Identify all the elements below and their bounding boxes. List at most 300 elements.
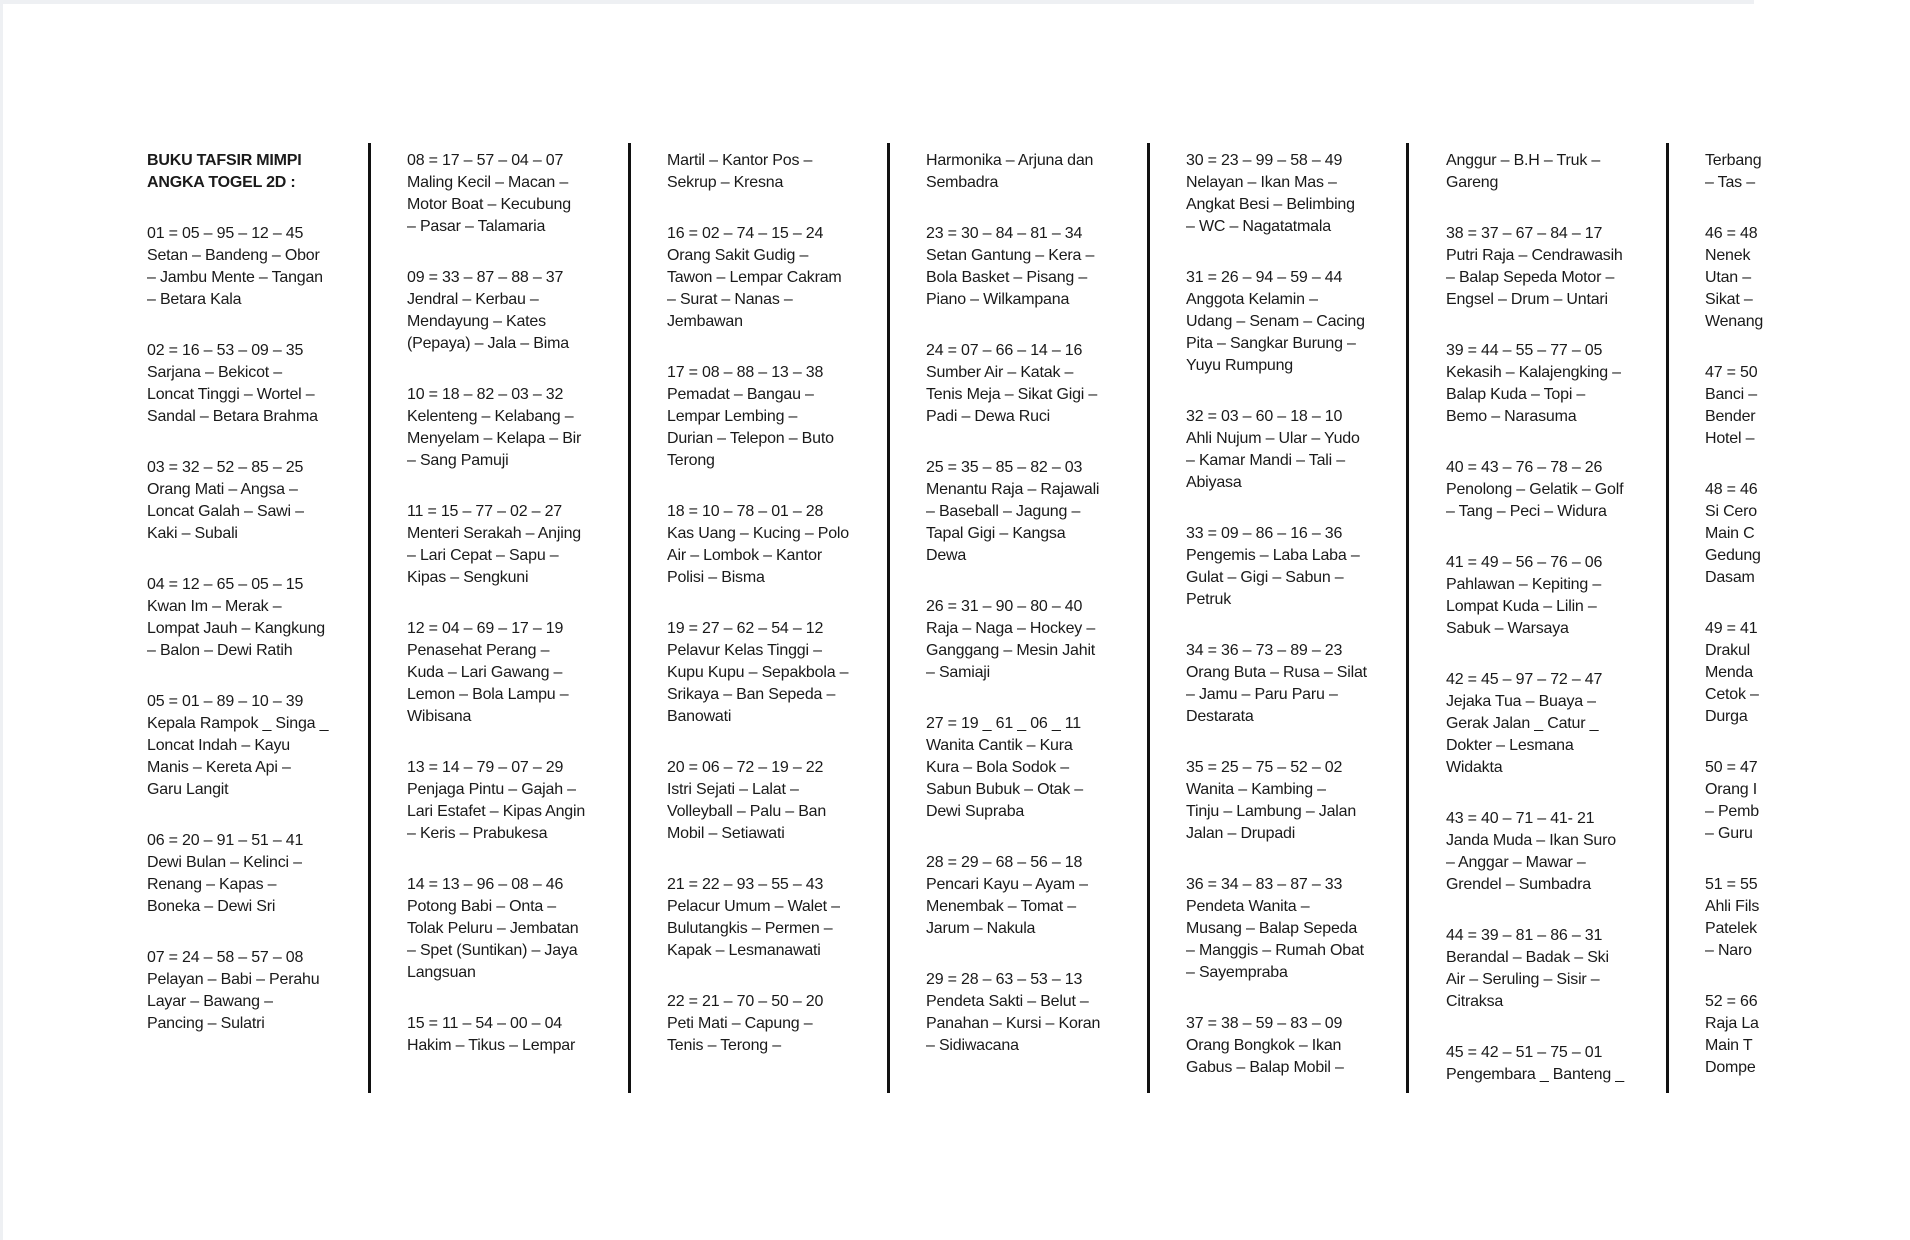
entry-text-line: Srikaya – Ban Sepeda – bbox=[667, 686, 836, 703]
entry-text-line: Bender bbox=[1705, 408, 1756, 425]
dream-entry bbox=[407, 501, 612, 589]
entry-text-line: Pelavur Kelas Tinggi – bbox=[667, 642, 822, 659]
entry-number-line: 35 = 25 – 75 – 52 – 02 bbox=[1186, 759, 1343, 776]
dream-entry bbox=[667, 362, 872, 472]
entry-spacer bbox=[926, 684, 1131, 713]
entry-number-line: 19 = 27 – 62 – 54 – 12 bbox=[667, 620, 824, 637]
entry-text-line: Piano – Wilkampana bbox=[926, 291, 1070, 308]
entry-text-line: – Surat – Nanas – bbox=[667, 291, 793, 308]
entry-spacer bbox=[1705, 194, 1910, 223]
dream-entry bbox=[1446, 808, 1651, 896]
entry-text-line: – Guru bbox=[1705, 825, 1753, 842]
entry-spacer bbox=[1446, 428, 1651, 457]
dream-entry bbox=[1186, 874, 1391, 984]
entry-text-line: Penolong – Gelatik – Golf bbox=[1446, 481, 1624, 498]
entry-text-line: Gulat – Gigi – Sabun – bbox=[1186, 569, 1344, 586]
entry-text-line: Hakim – Tikus – Lempar bbox=[407, 1037, 576, 1054]
entry-text-line: – Baseball – Jagung – bbox=[926, 503, 1081, 520]
entry-number-line: 24 = 07 – 66 – 14 – 16 bbox=[926, 342, 1083, 359]
dream-entry bbox=[1705, 991, 1910, 1079]
entry-text-line: Tenis – Terong – bbox=[667, 1037, 781, 1054]
dream-entry bbox=[407, 757, 612, 845]
entry-text-line: Gareng bbox=[1446, 174, 1499, 191]
entry-text-line: Jarum – Nakula bbox=[926, 920, 1036, 937]
entry-text-line: Drakul bbox=[1705, 642, 1751, 659]
entry-text-line: Orang Sakit Gudig – bbox=[667, 247, 809, 264]
entry-text-line: – Kamar Mandi – Tali – bbox=[1186, 452, 1345, 469]
text-column-3 bbox=[667, 150, 872, 1057]
entry-text-line: Potong Babi – Onta – bbox=[407, 898, 557, 915]
entry-text-line: Main C bbox=[1705, 525, 1755, 542]
entry-text-line: Cetok – bbox=[1705, 686, 1759, 703]
entry-text-line: Sabun Bubuk – Otak – bbox=[926, 781, 1084, 798]
entry-text-line: Kipas – Sengkuni bbox=[407, 569, 529, 586]
entry-text-line: Putri Raja – Cendrawasih bbox=[1446, 247, 1623, 264]
dream-entry bbox=[147, 830, 352, 918]
entry-spacer bbox=[1186, 494, 1391, 523]
entry-number-line: 22 = 21 – 70 – 50 – 20 bbox=[667, 993, 824, 1010]
entry-number-line: 02 = 16 – 53 – 09 – 35 bbox=[147, 342, 304, 359]
entry-text-line: Janda Muda – Ikan Suro bbox=[1446, 832, 1616, 849]
entry-text-line: Main T bbox=[1705, 1037, 1753, 1054]
dream-entry bbox=[1186, 267, 1391, 377]
entry-spacer bbox=[1446, 779, 1651, 808]
entry-text-line: – Sayempraba bbox=[1186, 964, 1288, 981]
entry-number-line: 18 = 10 – 78 – 01 – 28 bbox=[667, 503, 824, 520]
entry-text-line: Kupu Kupu – Sepakbola – bbox=[667, 664, 849, 681]
dream-entry bbox=[1186, 406, 1391, 494]
entry-text-line: – Jambu Mente – Tangan bbox=[147, 269, 323, 286]
entry-text-line: – Jamu – Paru Paru – bbox=[1186, 686, 1338, 703]
entry-text-line: Air – Seruling – Sisir – bbox=[1446, 971, 1600, 988]
entry-text-line: Menembak – Tomat – bbox=[926, 898, 1076, 915]
entry-number-line: 51 = 55 bbox=[1705, 876, 1758, 893]
entry-text-line: Musang – Balap Sepeda bbox=[1186, 920, 1358, 937]
entry-spacer bbox=[147, 428, 352, 457]
entry-text-line: Dasam bbox=[1705, 569, 1755, 586]
entry-text-line: Raja – Naga – Hockey – bbox=[926, 620, 1096, 637]
entry-number-line: 30 = 23 – 99 – 58 – 49 bbox=[1186, 152, 1343, 169]
entry-text-line: Kas Uang – Kucing – Polo bbox=[667, 525, 849, 542]
entry-text-line: Pendeta Wanita – bbox=[1186, 898, 1310, 915]
entry-text-line: Setan – Bandeng – Obor bbox=[147, 247, 320, 264]
entry-text-line: Grendel – Sumbadra bbox=[1446, 876, 1591, 893]
dream-entry bbox=[667, 991, 872, 1057]
entry-text-line: Dewi Supraba bbox=[926, 803, 1025, 820]
entry-number-line: 49 = 41 bbox=[1705, 620, 1758, 637]
entry-number-line: 32 = 03 – 60 – 18 – 10 bbox=[1186, 408, 1343, 425]
dream-entry bbox=[926, 223, 1131, 311]
entry-text-line: Abiyasa bbox=[1186, 474, 1242, 491]
entry-text-line: – Sidiwacana bbox=[926, 1037, 1019, 1054]
dream-entry bbox=[407, 1013, 612, 1057]
entry-spacer bbox=[926, 823, 1131, 852]
entry-text-line: – Naro bbox=[1705, 942, 1752, 959]
entry-text-line: Tolak Peluru – Jembatan bbox=[407, 920, 579, 937]
entry-number-line: 04 = 12 – 65 – 05 – 15 bbox=[147, 576, 304, 593]
dream-entry bbox=[147, 223, 352, 311]
entry-text-line: Balap Kuda – Topi – bbox=[1446, 386, 1586, 403]
dream-entry bbox=[147, 574, 352, 662]
entry-spacer bbox=[407, 728, 612, 757]
dream-entry bbox=[1705, 874, 1910, 962]
entry-spacer bbox=[667, 962, 872, 991]
entry-text-line: Kelenteng – Kelabang – bbox=[407, 408, 574, 425]
entry-text-line: Terong bbox=[667, 452, 715, 469]
dream-entry bbox=[667, 874, 872, 962]
entry-spacer bbox=[147, 311, 352, 340]
entry-text-line: Loncat Galah – Sawi – bbox=[147, 503, 304, 520]
entry-number-line: 48 = 46 bbox=[1705, 481, 1758, 498]
entry-spacer bbox=[926, 567, 1131, 596]
dream-entry bbox=[1705, 479, 1910, 589]
entry-number-line: 45 = 42 – 51 – 75 – 01 bbox=[1446, 1044, 1603, 1061]
entry-text-line: Pelayan – Babi – Perahu bbox=[147, 971, 320, 988]
entry-text-line: Peti Mati – Capung – bbox=[667, 1015, 813, 1032]
entry-number-line: 33 = 09 – 86 – 16 – 36 bbox=[1186, 525, 1343, 542]
entry-text-line: – Pemb bbox=[1705, 803, 1759, 820]
column-divider-3 bbox=[887, 143, 890, 1093]
entry-text-line: Utan – bbox=[1705, 269, 1751, 286]
entry-text-line: Air – Lombok – Kantor bbox=[667, 547, 822, 564]
entry-spacer bbox=[926, 428, 1131, 457]
dream-entry bbox=[667, 223, 872, 333]
entry-spacer bbox=[407, 845, 612, 874]
entry-spacer bbox=[667, 472, 872, 501]
dream-entry bbox=[1446, 457, 1651, 523]
entry-number-line: 42 = 45 – 97 – 72 – 47 bbox=[1446, 671, 1603, 688]
entry-text-line: – Samiaji bbox=[926, 664, 991, 681]
entry-text-line: Anggota Kelamin – bbox=[1186, 291, 1318, 308]
entry-number-line: 09 = 33 – 87 – 88 – 37 bbox=[407, 269, 564, 286]
entry-text-line: Gabus – Balap Mobil – bbox=[1186, 1059, 1344, 1076]
entry-number-line: 15 = 11 – 54 – 00 – 04 bbox=[407, 1015, 562, 1032]
entry-spacer bbox=[667, 845, 872, 874]
entry-text-line: Polisi – Bisma bbox=[667, 569, 765, 586]
entry-number-line: 28 = 29 – 68 – 56 – 18 bbox=[926, 854, 1083, 871]
entry-text-line: Tapal Gigi – Kangsa bbox=[926, 525, 1066, 542]
entry-text-line: Si Cero bbox=[1705, 503, 1757, 520]
entry-text-line: – Anggar – Mawar – bbox=[1446, 854, 1586, 871]
page-left-edge bbox=[0, 0, 3, 1240]
entry-text-line: Kwan Im – Merak – bbox=[147, 598, 282, 615]
dream-entry bbox=[926, 713, 1131, 823]
entry-text-line: Destarata bbox=[1186, 708, 1254, 725]
entry-number-line: 46 = 48 bbox=[1705, 225, 1758, 242]
entry-spacer bbox=[667, 194, 872, 223]
entry-number-line: 23 = 30 – 84 – 81 – 34 bbox=[926, 225, 1083, 242]
dream-entry bbox=[147, 340, 352, 428]
entry-text-line: Penasehat Perang – bbox=[407, 642, 550, 659]
entry-text-line: Kekasih – Kalajengking – bbox=[1446, 364, 1621, 381]
entry-text-line: Dewi Bulan – Kelinci – bbox=[147, 854, 302, 871]
entry-text-line: Widakta bbox=[1446, 759, 1503, 776]
dream-entry bbox=[1186, 150, 1391, 238]
entry-text-line: – Betara Kala bbox=[147, 291, 242, 308]
entry-number-line: 07 = 24 – 58 – 57 – 08 bbox=[147, 949, 304, 966]
dream-entry bbox=[926, 852, 1131, 940]
entry-spacer bbox=[147, 545, 352, 574]
entry-text-line: – Keris – Prabukesa bbox=[407, 825, 548, 842]
entry-spacer bbox=[667, 589, 872, 618]
entry-number-line: 06 = 20 – 91 – 51 – 41 bbox=[147, 832, 304, 849]
entry-text-line: Lompat Jauh – Kangkung bbox=[147, 620, 325, 637]
entry-spacer bbox=[1446, 311, 1651, 340]
dream-entry bbox=[1705, 362, 1910, 450]
entry-text-line: Pemadat – Bangau – bbox=[667, 386, 814, 403]
entry-number-line: 03 = 32 – 52 – 85 – 25 bbox=[147, 459, 304, 476]
dream-entry bbox=[147, 457, 352, 545]
dream-entry bbox=[1186, 757, 1391, 845]
entry-text-line: Maling Kecil – Macan – bbox=[407, 174, 569, 191]
entry-text-line: Menantu Raja – Rajawali bbox=[926, 481, 1100, 498]
column-divider-2 bbox=[628, 143, 631, 1093]
entry-number-line: 11 = 15 – 77 – 02 – 27 bbox=[407, 503, 562, 520]
entry-text-line: Lempar Lembing – bbox=[667, 408, 798, 425]
dream-entry bbox=[1186, 640, 1391, 728]
entry-text-line: Petruk bbox=[1186, 591, 1232, 608]
entry-text-line: Orang Bongkok – Ikan bbox=[1186, 1037, 1342, 1054]
entry-spacer bbox=[407, 238, 612, 267]
entry-text-line: Wenang bbox=[1705, 313, 1764, 330]
entry-text-line: Lari Estafet – Kipas Angin bbox=[407, 803, 586, 820]
entry-spacer bbox=[1705, 450, 1910, 479]
entry-text-line: Menteri Serakah – Anjing bbox=[407, 525, 581, 542]
entry-text-line: Citraksa bbox=[1446, 993, 1504, 1010]
entry-number-line: 17 = 08 – 88 – 13 – 38 bbox=[667, 364, 824, 381]
entry-spacer bbox=[1705, 845, 1910, 874]
entry-spacer bbox=[147, 662, 352, 691]
entry-text-line: Langsuan bbox=[407, 964, 476, 981]
entry-number-line: 38 = 37 – 67 – 84 – 17 bbox=[1446, 225, 1603, 242]
entry-number-line: 50 = 47 bbox=[1705, 759, 1758, 776]
entry-text-line: Pahlawan – Kepiting – bbox=[1446, 576, 1602, 593]
entry-text-line: Sandal – Betara Brahma bbox=[147, 408, 318, 425]
entry-text-line: Layar – Bawang – bbox=[147, 993, 273, 1010]
entry-text-line: Durga bbox=[1705, 708, 1748, 725]
dream-entry bbox=[926, 969, 1131, 1057]
entry-number-line: 10 = 18 – 82 – 03 – 32 bbox=[407, 386, 564, 403]
dream-entry bbox=[1186, 523, 1391, 611]
entry-spacer bbox=[407, 472, 612, 501]
entry-number-line: 41 = 49 – 56 – 76 – 06 bbox=[1446, 554, 1603, 571]
entry-spacer bbox=[926, 194, 1131, 223]
entry-spacer bbox=[407, 589, 612, 618]
entry-spacer bbox=[1705, 333, 1910, 362]
entry-text-line: Panahan – Kursi – Koran bbox=[926, 1015, 1101, 1032]
entry-text-line: Dompe bbox=[1705, 1059, 1756, 1076]
entry-text-line: Hotel – bbox=[1705, 430, 1755, 447]
entry-number-line: 20 = 06 – 72 – 19 – 22 bbox=[667, 759, 824, 776]
entry-number-line: 34 = 36 – 73 – 89 – 23 bbox=[1186, 642, 1343, 659]
document-title bbox=[147, 150, 352, 194]
entry-text-line: Tawon – Lempar Cakram bbox=[667, 269, 842, 286]
entry-text-line: – Balap Sepeda Motor – bbox=[1446, 269, 1615, 286]
entry-number-line: 52 = 66 bbox=[1705, 993, 1758, 1010]
entry-spacer bbox=[407, 355, 612, 384]
entry-spacer bbox=[1186, 611, 1391, 640]
entry-text-line: – Tas – bbox=[1705, 174, 1755, 191]
entry-text-line: Pancing – Sulatri bbox=[147, 1015, 265, 1032]
dream-entry bbox=[407, 384, 612, 472]
entry-spacer bbox=[407, 984, 612, 1013]
entry-text-line: Raja La bbox=[1705, 1015, 1759, 1032]
entry-number-line: Martil – Kantor Pos – bbox=[667, 152, 813, 169]
entry-text-line: Orang Buta – Rusa – Silat bbox=[1186, 664, 1367, 681]
entry-text-line: Banci – bbox=[1705, 386, 1757, 403]
dream-entry bbox=[926, 457, 1131, 567]
entry-spacer bbox=[667, 333, 872, 362]
entry-text-line: Kaki – Subali bbox=[147, 525, 238, 542]
entry-text-line: – WC – Nagatatmala bbox=[1186, 218, 1331, 235]
dream-entry bbox=[147, 691, 352, 801]
text-column-4 bbox=[926, 150, 1131, 1057]
entry-text-line: – Lari Cepat – Sapu – bbox=[407, 547, 559, 564]
dream-entry bbox=[926, 150, 1131, 194]
entry-text-line: Padi – Dewa Ruci bbox=[926, 408, 1050, 425]
entry-text-line: Jejaka Tua – Buaya – bbox=[1446, 693, 1596, 710]
entry-text-line: Pendeta Sakti – Belut – bbox=[926, 993, 1089, 1010]
entry-text-line: Engsel – Drum – Untari bbox=[1446, 291, 1608, 308]
entry-number-line: 16 = 02 – 74 – 15 – 24 bbox=[667, 225, 824, 242]
entry-spacer bbox=[1186, 377, 1391, 406]
entry-text-line: Sikat – bbox=[1705, 291, 1753, 308]
entry-text-line: Loncat Tinggi – Wortel – bbox=[147, 386, 315, 403]
entry-text-line: – Spet (Suntikan) – Jaya bbox=[407, 942, 578, 959]
entry-number-line: 13 = 14 – 79 – 07 – 29 bbox=[407, 759, 564, 776]
entry-spacer bbox=[1186, 728, 1391, 757]
entry-text-line: – Pasar – Talamaria bbox=[407, 218, 546, 235]
entry-number-line: 47 = 50 bbox=[1705, 364, 1758, 381]
entry-spacer bbox=[1446, 896, 1651, 925]
entry-spacer bbox=[147, 194, 352, 223]
dream-entry bbox=[1446, 552, 1651, 640]
entry-spacer bbox=[1186, 845, 1391, 874]
column-divider-5 bbox=[1406, 143, 1409, 1093]
entry-text-line: Bola Basket – Pisang – bbox=[926, 269, 1088, 286]
entry-text-line: Manis – Kereta Api – bbox=[147, 759, 291, 776]
entry-text-line: Wanita Cantik – Kura bbox=[926, 737, 1073, 754]
entry-text-line: Kura – Bola Sodok – bbox=[926, 759, 1069, 776]
entry-text-line: Jalan – Drupadi bbox=[1186, 825, 1296, 842]
dream-entry bbox=[1446, 1042, 1651, 1086]
text-column-7 bbox=[1705, 150, 1910, 1079]
dream-entry bbox=[1446, 669, 1651, 779]
entry-number-line: 37 = 38 – 59 – 83 – 09 bbox=[1186, 1015, 1343, 1032]
entry-text-line: Pengembara _ Banteng _ bbox=[1446, 1066, 1624, 1083]
text-column-5 bbox=[1186, 150, 1391, 1079]
entry-number-line: 05 = 01 – 89 – 10 – 39 bbox=[147, 693, 304, 710]
entry-text-line: Nelayan – Ikan Mas – bbox=[1186, 174, 1337, 191]
entry-text-line: ANGKA TOGEL 2D : bbox=[147, 174, 296, 191]
entry-spacer bbox=[1186, 238, 1391, 267]
entry-text-line: Sekrup – Kresna bbox=[667, 174, 784, 191]
entry-text-line: Pengemis – Laba Laba – bbox=[1186, 547, 1360, 564]
entry-text-line: Mobil – Setiawati bbox=[667, 825, 785, 842]
entry-text-line: Nenek bbox=[1705, 247, 1751, 264]
entry-text-line: Lemon – Bola Lampu – bbox=[407, 686, 569, 703]
dream-entry bbox=[667, 150, 872, 194]
dream-entry bbox=[667, 757, 872, 845]
column-divider-4 bbox=[1147, 143, 1150, 1093]
entry-number-line: 12 = 04 – 69 – 17 – 19 bbox=[407, 620, 564, 637]
entry-text-line: Durian – Telepon – Buto bbox=[667, 430, 834, 447]
dream-entry bbox=[1705, 150, 1910, 194]
entry-text-line: Ahli Nujum – Ular – Yudo bbox=[1186, 430, 1360, 447]
entry-text-line: Mendayung – Kates bbox=[407, 313, 546, 330]
entry-number-line: 08 = 17 – 57 – 04 – 07 bbox=[407, 152, 564, 169]
entry-text-line: Kuda – Lari Gawang – bbox=[407, 664, 563, 681]
entry-number-line: 31 = 26 – 94 – 59 – 44 bbox=[1186, 269, 1343, 286]
entry-text-line: (Pepaya) – Jala – Bima bbox=[407, 335, 569, 352]
entry-spacer bbox=[1186, 984, 1391, 1013]
entry-spacer bbox=[147, 801, 352, 830]
dream-entry bbox=[1446, 150, 1651, 194]
entry-text-line: Pelacur Umum – Walet – bbox=[667, 898, 840, 915]
entry-text-line: Wanita – Kambing – bbox=[1186, 781, 1326, 798]
entry-text-line: Angkat Besi – Belimbing bbox=[1186, 196, 1355, 213]
entry-number-line: 40 = 43 – 76 – 78 – 26 bbox=[1446, 459, 1603, 476]
entry-text-line: Volleyball – Palu – Ban bbox=[667, 803, 827, 820]
entry-number-line: 44 = 39 – 81 – 86 – 31 bbox=[1446, 927, 1603, 944]
column-divider-1 bbox=[368, 143, 371, 1093]
entry-text-line: – Manggis – Rumah Obat bbox=[1186, 942, 1364, 959]
dream-entry bbox=[926, 596, 1131, 684]
entry-text-line: Sabuk – Warsaya bbox=[1446, 620, 1569, 637]
entry-text-line: Gedung bbox=[1705, 547, 1761, 564]
dream-entry bbox=[147, 947, 352, 1035]
entry-spacer bbox=[667, 728, 872, 757]
entry-text-line: Tenis Meja – Sikat Gigi – bbox=[926, 386, 1098, 403]
dream-entry bbox=[407, 267, 612, 355]
dream-entry bbox=[407, 618, 612, 728]
entry-text-line: – Tang – Peci – Widura bbox=[1446, 503, 1607, 520]
entry-spacer bbox=[1446, 1013, 1651, 1042]
entry-number-line: 14 = 13 – 96 – 08 – 46 bbox=[407, 876, 564, 893]
dream-entry bbox=[1186, 1013, 1391, 1079]
entry-text-line: Menda bbox=[1705, 664, 1753, 681]
dream-entry bbox=[1446, 925, 1651, 1013]
entry-text-line: Jendral – Kerbau – bbox=[407, 291, 539, 308]
text-column-1 bbox=[147, 150, 352, 1035]
entry-text-line: Pita – Sangkar Burung – bbox=[1186, 335, 1356, 352]
entry-text-line: Jembawan bbox=[667, 313, 743, 330]
entry-spacer bbox=[926, 311, 1131, 340]
text-column-2 bbox=[407, 150, 612, 1057]
dream-entry bbox=[1705, 618, 1910, 728]
entry-text-line: Wibisana bbox=[407, 708, 472, 725]
entry-text-line: Dewa bbox=[926, 547, 967, 564]
entry-text-line: Yuyu Rumpung bbox=[1186, 357, 1294, 374]
entry-text-line: – Balon – Dewi Ratih bbox=[147, 642, 293, 659]
entry-number-line: 21 = 22 – 93 – 55 – 43 bbox=[667, 876, 824, 893]
dream-entry bbox=[407, 874, 612, 984]
entry-text-line: Udang – Senam – Cacing bbox=[1186, 313, 1365, 330]
entry-text-line: Menyelam – Kelapa – Bir bbox=[407, 430, 582, 447]
dream-entry bbox=[667, 501, 872, 589]
entry-number-line: 36 = 34 – 83 – 87 – 33 bbox=[1186, 876, 1343, 893]
entry-text-line: Pencari Kayu – Ayam – bbox=[926, 876, 1088, 893]
entry-text-line: Motor Boat – Kecubung bbox=[407, 196, 571, 213]
entry-spacer bbox=[1705, 589, 1910, 618]
entry-text-line: Setan Gantung – Kera – bbox=[926, 247, 1095, 264]
entry-spacer bbox=[1446, 640, 1651, 669]
entry-text-line: Gerak Jalan _ Catur _ bbox=[1446, 715, 1599, 732]
entry-text-line: Sembadra bbox=[926, 174, 999, 191]
entry-text-line: Ahli Fils bbox=[1705, 898, 1760, 915]
entry-text-line: Boneka – Dewi Sri bbox=[147, 898, 276, 915]
entry-text-line: Tinju – Lambung – Jalan bbox=[1186, 803, 1357, 820]
